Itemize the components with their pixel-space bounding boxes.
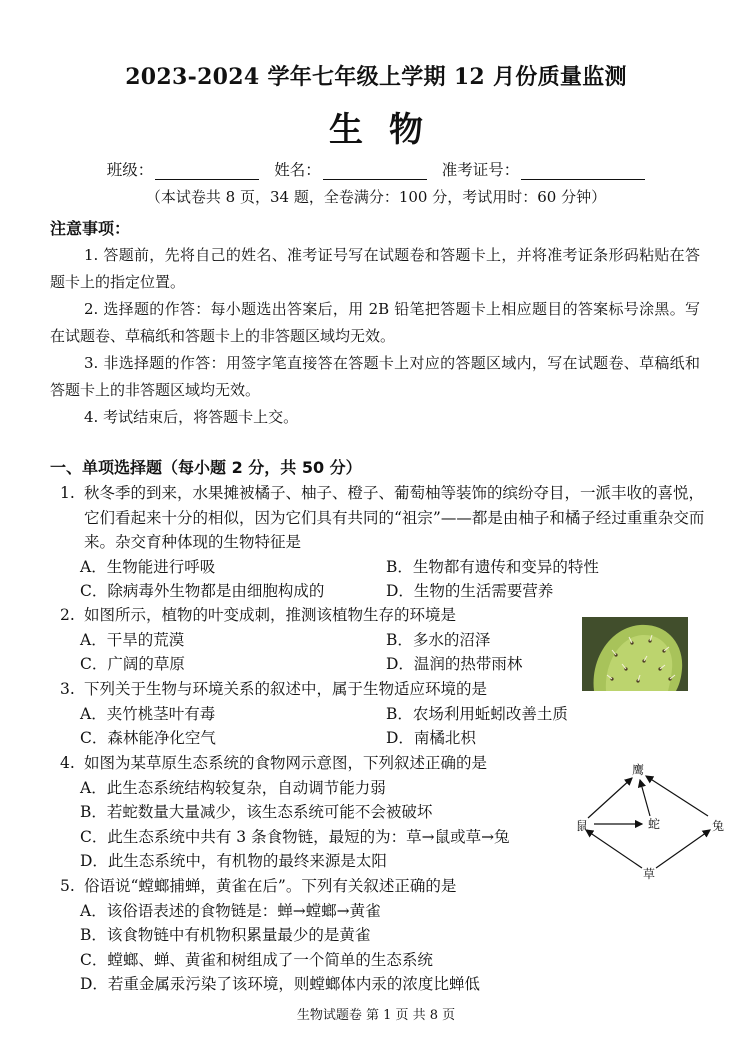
name-blank	[323, 163, 427, 180]
option-c: C．广阔的草原	[80, 655, 185, 673]
question-number: 4.	[60, 754, 75, 772]
edge-snake-eagle	[640, 780, 650, 816]
id-label: 准考证号：	[441, 161, 520, 179]
exam-title: 2023-2024 学年七年级上学期 12 月份质量监测	[125, 64, 627, 90]
option-d: D．温润的热带雨林	[386, 655, 523, 673]
node-grass: 草	[642, 867, 656, 880]
question-number: 5.	[60, 877, 75, 895]
node-eagle: 鹰	[631, 763, 645, 777]
class-blank	[155, 163, 259, 180]
question-stem: 秋冬季的到来，水果摊被橘子、柚子、橙子、葡萄柚等装饰的缤纷夺目，一派丰收的喜悦，它们看起来十分的相似，因为它们具有共同的“祖宗”——都是由柚子和橘子经过重重杂交而来。杂交育种体现的生物特征是	[84, 484, 705, 551]
subject-title: 生物	[329, 110, 449, 150]
id-blank	[521, 163, 645, 180]
option-d: D．若重金属汞污染了该环境，则螳螂体内汞的浓度比蝉低	[80, 975, 480, 993]
option-b: B．生物都有遗传和变异的特性	[386, 557, 599, 576]
node-mouse: 鼠	[575, 819, 589, 833]
notice-item: 2. 选择题的作答：每小题选出答案后，用 2B 铅笔把答题卡上相应题目的答案标号涂黑。写在试题卷、草稿纸和答题卡上的非答题区域均无效。	[50, 300, 700, 345]
student-info-fields	[0, 158, 752, 180]
notice-item: 3. 非选择题的作答：用签字笔直接答在答题卡上对应的答题区域内，写在试题卷、草稿纸和答题卡上的非答题区域均无效。	[50, 354, 700, 399]
option-d: D．此生态系统中，有机物的最终来源是太阳	[80, 852, 387, 870]
question-stem: 如图所示，植物的叶变成刺，推测该植物生存的环境是	[84, 606, 457, 624]
notice-item: 1. 答题前，先将自己的姓名、准考证号写在试题卷和答题卡上，并将准考证条形码粘贴在答题卡上的指定位置。	[50, 246, 700, 291]
question-stem: 俗语说“螳螂捕蝉，黄雀在后”。下列有关叙述正确的是	[84, 877, 457, 895]
question-number: 1.	[60, 484, 75, 502]
option-a: A．生物能进行呼吸	[80, 557, 216, 576]
page-footer: 生物试题卷 第 1 页 共 8 页	[296, 1008, 456, 1023]
question-stem: 如图为某草原生态系统的食物网示意图，下列叙述正确的是	[84, 754, 488, 772]
edge-mouse-eagle	[588, 778, 632, 818]
edge-grass-mouse	[586, 830, 642, 868]
question-stem: 下列关于生物与环境关系的叙述中，属于生物适应环境的是	[84, 680, 488, 698]
option-d: D．生物的生活需要营养	[386, 582, 554, 600]
option-c: C．森林能净化空气	[80, 729, 216, 747]
node-rabbit: 兔	[711, 819, 725, 833]
option-b: B．农场利用蚯蚓改善土质	[386, 704, 568, 723]
option-c: C．此生态系统中共有 3 条食物链，最短的为：草→鼠或草→兔	[80, 827, 510, 846]
option-b: B．若蛇数量大量减少，该生态系统可能不会被破坏	[80, 803, 433, 821]
option-a: A．此生态系统结构较复杂，自动调节能力弱	[80, 778, 386, 797]
option-c: C．螳螂、蝉、黄雀和树组成了一个简单的生态系统	[80, 950, 433, 969]
option-a: A．该俗语表述的食物链是：蝉→螳螂→黄雀	[80, 901, 381, 920]
option-a: A．干旱的荒漠	[80, 630, 185, 649]
class-label: 班级：	[106, 161, 154, 179]
question-1	[60, 481, 710, 604]
node-snake: 蛇	[647, 817, 661, 831]
notice-list	[50, 242, 700, 431]
question-number: 2.	[60, 606, 75, 624]
question-3	[60, 677, 710, 751]
exam-info: （本试卷共 8 页，34 题，全卷满分：100 分，考试用时：60 分钟）	[145, 188, 607, 206]
option-a: A．夹竹桃茎叶有毒	[80, 704, 216, 723]
section-heading: 一、单项选择题（每小题 2 分，共 50 分）	[50, 458, 362, 477]
edge-rabbit-eagle	[646, 776, 708, 816]
name-label: 姓名：	[274, 161, 321, 179]
notice-heading: 注意事项：	[50, 219, 131, 238]
question-number: 3.	[60, 680, 75, 698]
edge-grass-rabbit	[656, 830, 710, 868]
notice-item: 4. 考试结束后，将答题卡上交。	[84, 408, 299, 426]
option-d: D．南橘北枳	[386, 729, 476, 747]
option-b: B．多水的沼泽	[386, 630, 491, 649]
question-5	[60, 874, 710, 997]
option-b: B．该食物链中有机物积累量最少的是黄雀	[80, 926, 371, 944]
option-c: C．除病毒外生物都是由细胞构成的	[80, 582, 325, 600]
food-web-diagram	[570, 760, 730, 880]
